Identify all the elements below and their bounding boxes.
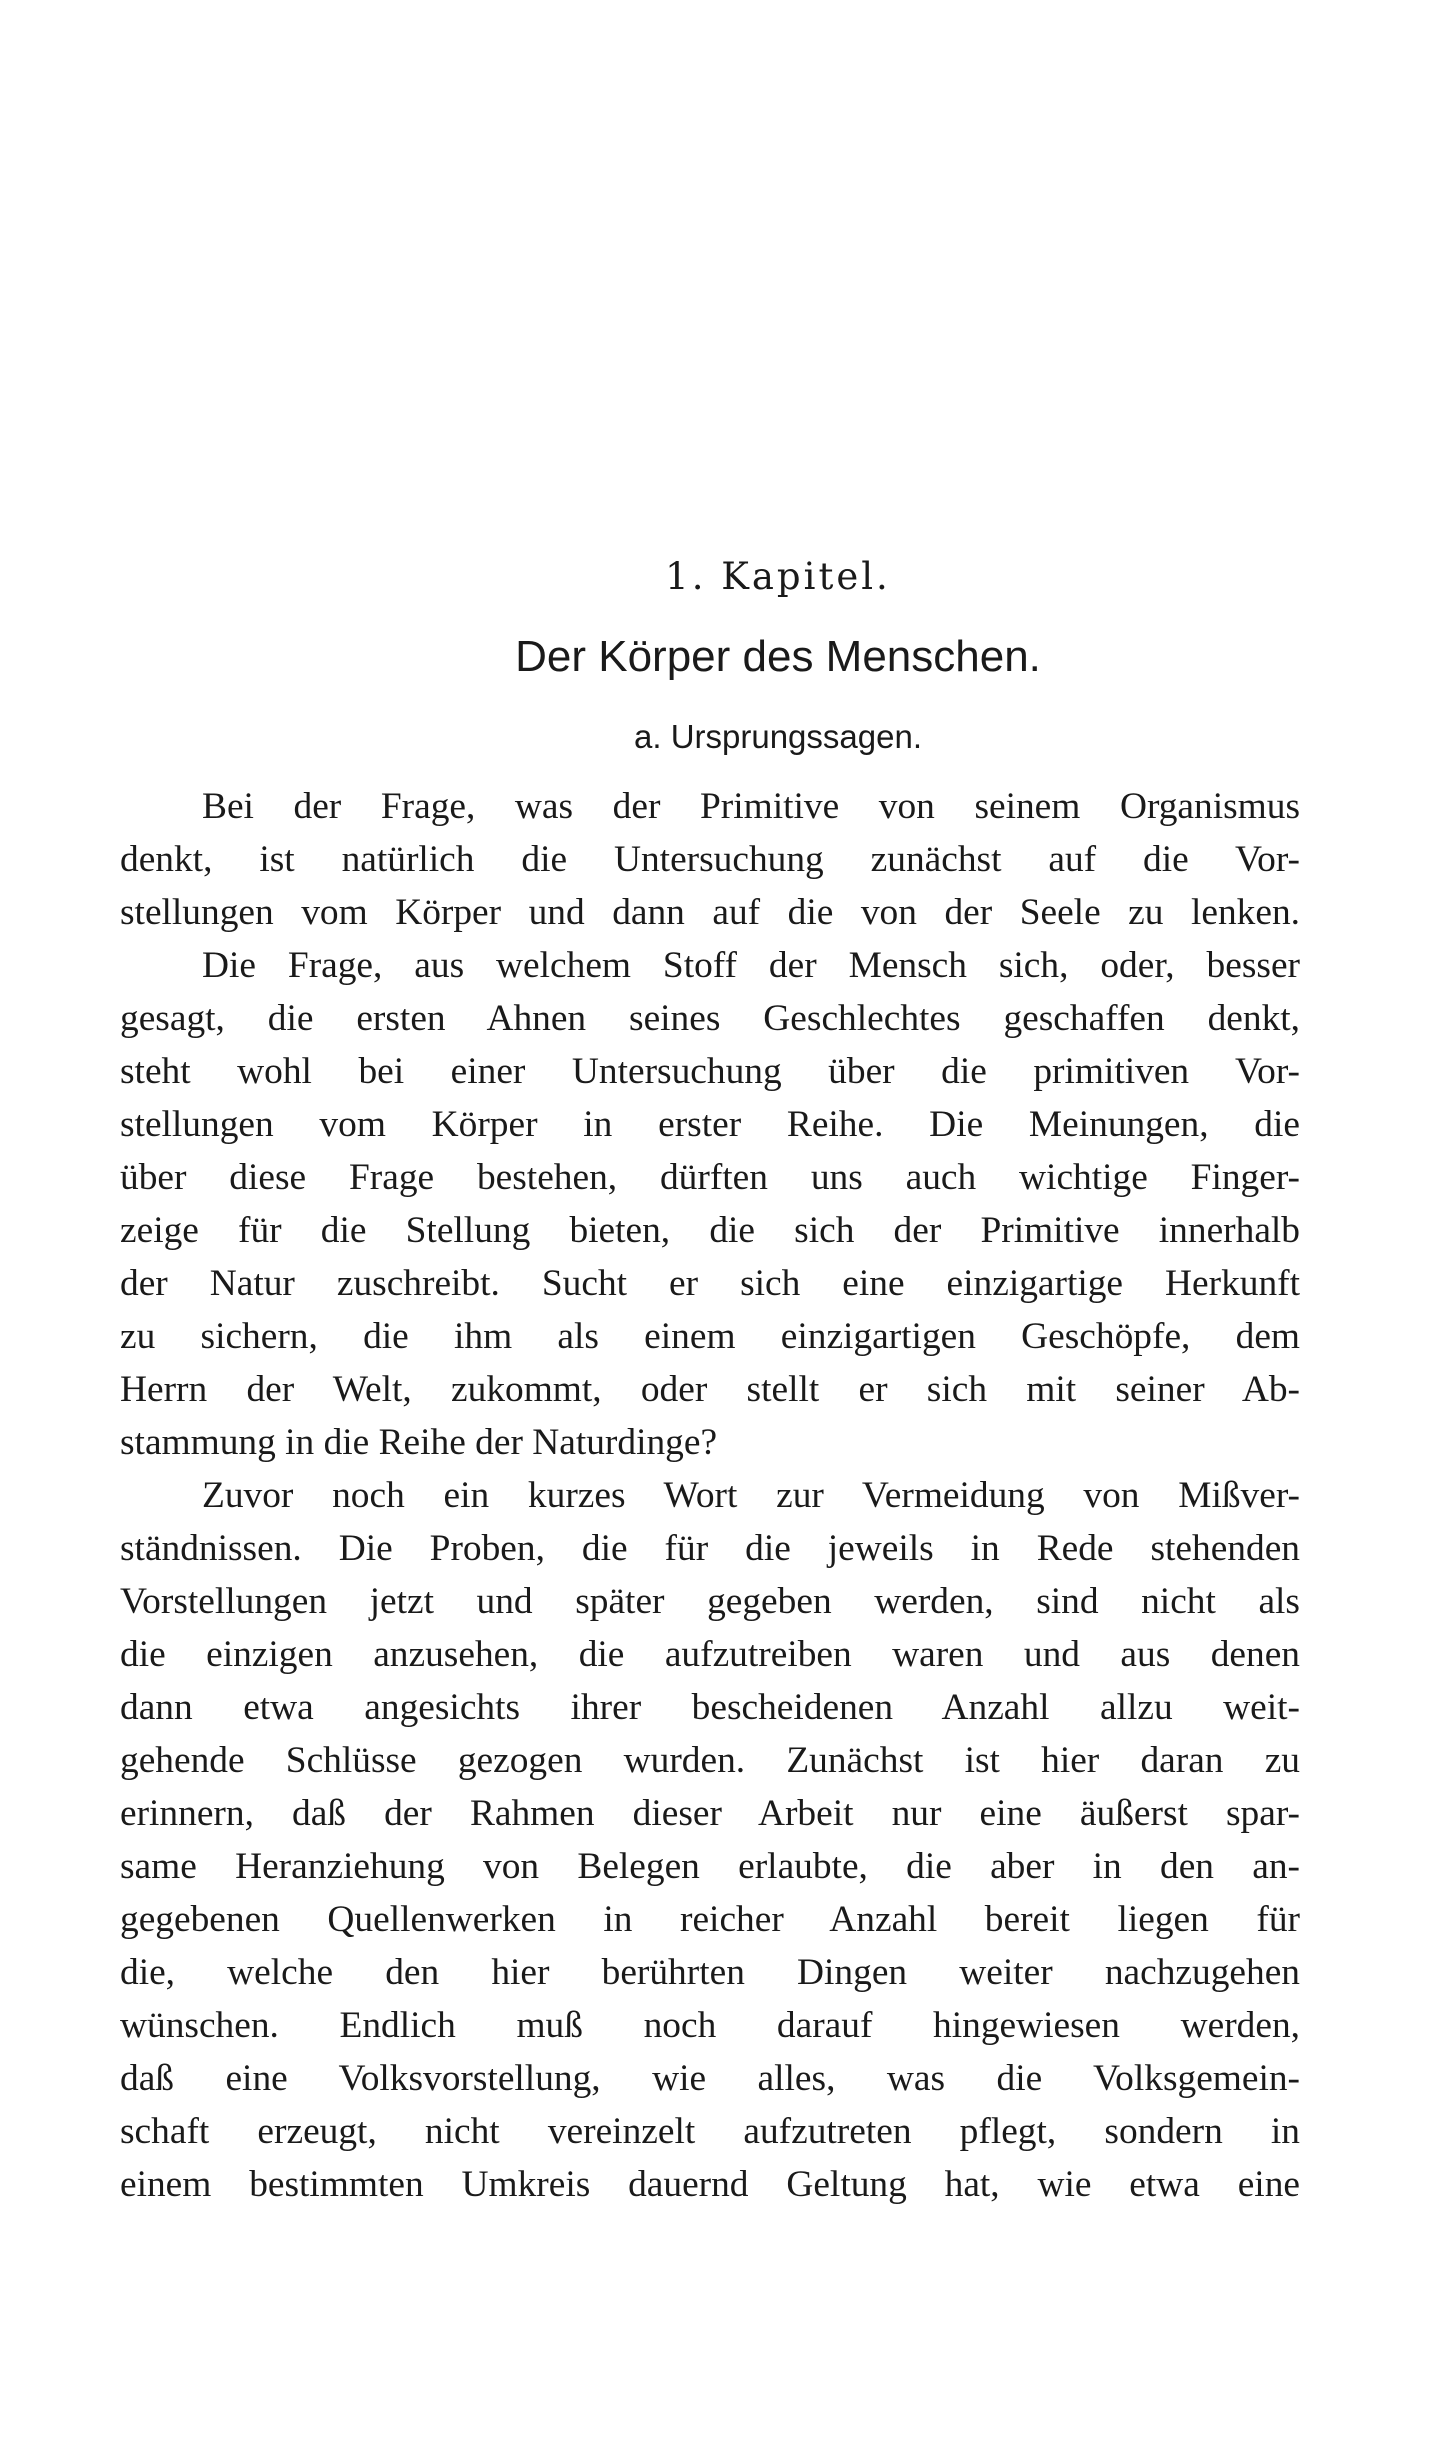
- text-line: zu sichern, die ihm als einem einzigartigen Geschöpfe, dem: [120, 1316, 1300, 1357]
- text-line: die einzigen anzusehen, die aufzutreiben waren und aus denen: [120, 1634, 1300, 1675]
- text-line: denkt, ist natürlich die Untersuchung zunächst auf die Vor-: [120, 839, 1300, 880]
- text-line: zeige für die Stellung bieten, die sich der Primitive innerhalb: [120, 1210, 1300, 1251]
- text-line: Zuvor noch ein kurzes Wort zur Vermeidung von Mißver-: [202, 1475, 1300, 1516]
- text-line: schaft erzeugt, nicht vereinzelt aufzutreten pflegt, sondern in: [120, 2111, 1300, 2152]
- chapter-title: Der Körper des Menschen.: [515, 632, 1041, 681]
- text-line: stellungen vom Körper und dann auf die von der Seele zu lenken.: [120, 892, 1300, 933]
- body-text: [120, 780, 1300, 2211]
- text-line: gehende Schlüsse gezogen wurden. Zunächst ist hier daran zu: [120, 1740, 1300, 1781]
- text-line: wünschen. Endlich muß noch darauf hingewiesen werden,: [120, 2005, 1300, 2046]
- text-line: gesagt, die ersten Ahnen seines Geschlechtes geschaffen denkt,: [120, 998, 1300, 1039]
- text-line: same Heranziehung von Belegen erlaubte, die aber in den an-: [120, 1846, 1300, 1887]
- text-line: der Natur zuschreibt. Sucht er sich eine einzigartige Herkunft: [120, 1263, 1300, 1304]
- text-line: stellungen vom Körper in erster Reihe. Die Meinungen, die: [120, 1104, 1300, 1145]
- text-line: stammung in die Reihe der Naturdinge?: [120, 1422, 718, 1463]
- text-line: Bei der Frage, was der Primitive von seinem Organismus: [202, 786, 1300, 827]
- text-line: ständnissen. Die Proben, die für die jeweils in Rede stehenden: [120, 1528, 1300, 1569]
- section-title: a. Ursprungssagen.: [634, 718, 922, 755]
- text-line: die, welche den hier berührten Dingen weiter nachzugehen: [120, 1952, 1300, 1993]
- text-line: daß eine Volksvorstellung, wie alles, was die Volksgemein-: [120, 2058, 1300, 2099]
- chapter-number: 1. Kapitel.: [665, 555, 891, 598]
- text-line: steht wohl bei einer Untersuchung über die primitiven Vor-: [120, 1051, 1300, 1092]
- text-line: einem bestimmten Umkreis dauernd Geltung hat, wie etwa eine: [120, 2164, 1300, 2205]
- text-line: dann etwa angesichts ihrer bescheidenen Anzahl allzu weit-: [120, 1687, 1300, 1728]
- text-line: über diese Frage bestehen, dürften uns auch wichtige Finger-: [120, 1157, 1300, 1198]
- text-line: Herrn der Welt, zukommt, oder stellt er sich mit seiner Ab-: [120, 1369, 1300, 1410]
- text-line: Vorstellungen jetzt und später gegeben werden, sind nicht als: [120, 1581, 1300, 1622]
- text-line: erinnern, daß der Rahmen dieser Arbeit nur eine äußerst spar-: [120, 1793, 1300, 1834]
- text-line: Die Frage, aus welchem Stoff der Mensch sich, oder, besser: [202, 945, 1300, 986]
- text-line: gegebenen Quellenwerken in reicher Anzahl bereit liegen für: [120, 1899, 1300, 1940]
